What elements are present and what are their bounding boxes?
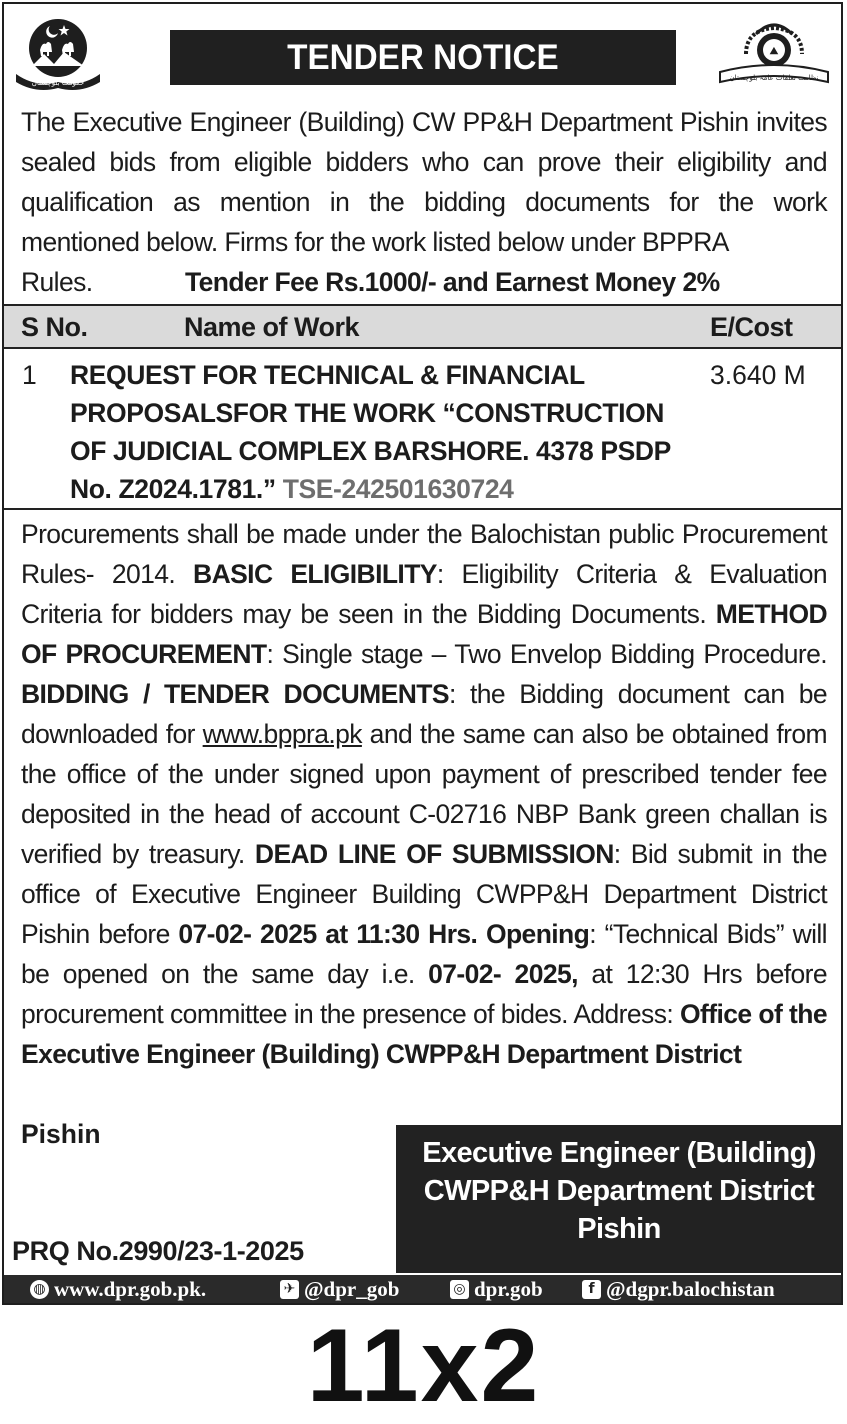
office-address: Office of the Executive Engineer (Building) CWPP&H Department District	[21, 999, 827, 1069]
documents-label: BIDDING / TENDER DOCUMENTS	[21, 679, 449, 709]
bppra-link[interactable]: www.bppra.pk	[202, 719, 362, 749]
signature-line-3: Pishin	[577, 1213, 661, 1245]
svg-text:حکومت بلوچستان: حکومت بلوچستان	[31, 79, 85, 87]
tender-fee-text: Tender Fee Rs.1000/- and Earnest Money 2%	[185, 267, 720, 297]
fee-line	[21, 262, 827, 302]
deadline-label: DEAD LINE OF SUBMISSION	[254, 839, 614, 869]
facebook-icon: f	[582, 1280, 601, 1299]
col-work-header: Name of Work	[184, 312, 360, 342]
footer-bar	[4, 1275, 841, 1303]
rules-word: Rules.	[21, 267, 93, 297]
signature-line-1: Executive Engineer (Building)	[422, 1137, 816, 1169]
row-estimated-cost: 3.640 M	[710, 360, 806, 390]
divider	[4, 508, 841, 510]
method-label: METHOD OF PROCUREMENT	[21, 599, 827, 669]
footer-twitter[interactable]: ✈ @dpr_gob	[280, 1275, 399, 1303]
svg-text:⛰: ⛰	[769, 46, 779, 57]
svg-text:نظامت تعلقات عامہ بلوچستان: نظامت تعلقات عامہ بلوچستان	[729, 74, 819, 82]
signature-line-2: CWPP&H Department District	[423, 1175, 815, 1207]
row-sno: 1	[22, 360, 37, 390]
footer-instagram[interactable]: ◎ dpr.gob	[450, 1275, 543, 1303]
opening-date: 07-02- 2025,	[428, 959, 578, 989]
deadline-date: 07-02- 2025 at 11:30 Hrs. Opening	[178, 919, 590, 949]
prq-number: PRQ No.2990/23-1-2025	[12, 1236, 304, 1266]
instagram-icon: ◎	[450, 1280, 469, 1299]
col-sno-header: S No.	[21, 312, 88, 342]
twitter-icon: ✈	[280, 1280, 299, 1299]
intro-paragraph: The Executive Engineer (Building) CW PP&H Department Pishin invites sealed bids from eligible bidders who can prove their eligibility and qualification as mention in the bidding documents for the work mentioned below. Firms for the work listed below under BPPRA	[21, 107, 827, 257]
tender-notice-title: TENDER NOTICE	[170, 30, 676, 85]
divider	[4, 347, 841, 349]
basic-eligibility-label: BASIC ELIGIBILITY	[193, 559, 437, 589]
footer-facebook[interactable]: f @dgpr.balochistan	[582, 1275, 775, 1303]
address-last-word: Pishin	[21, 1119, 101, 1149]
signature-block	[396, 1125, 842, 1273]
balochistan-government-emblem	[12, 14, 104, 96]
table-header	[4, 306, 841, 348]
row-work-name: REQUEST FOR TECHNICAL & FINANCIAL PROPOSALSFOR THE WORK “CONSTRUCTION OF JUDICIAL COMPLEX BARSHORE. 4378 PSDP No. Z2024.1781.” TSE-242501630724	[70, 360, 671, 504]
ad-size-label: 11x2	[306, 1308, 541, 1424]
globe-icon: ◍	[30, 1280, 49, 1299]
col-cost-header: E/Cost	[710, 312, 793, 342]
dgpr-balochistan-emblem	[716, 14, 832, 96]
footer-website[interactable]: ◍ www.dpr.gob.pk.	[30, 1275, 206, 1303]
procurement-details: Procurements shall be made under the Balochistan public Procurement Rules- 2014. BASIC ELIGIBILITY: Eligibility Criteria & Evaluation Criteria for bidders may be seen in the Bidding Documents. METHOD OF PROCUREMENT: Single stage – Two Envelop Bidding Procedure. BIDDING / TENDER DOCUMENTS: the Bidding document can be downloaded for www.bppra.pk and the same can also be obtained from the office of the under signed upon payment of prescribed tender fee deposited in the head of account C-02716 NBP Bank green challan is verified by treasury. DEAD LINE OF SUBMISSION: Bid submit in the office of Executive Engineer Building CWPP&H Department District Pishin before 07-02- 2025 at 11:30 Hrs. Opening: “Technical Bids” will be opened on the same day i.e. 07-02- 2025, at 12:30 Hrs before procurement committee in the presence of bides. Address: Office of the Executive Engineer (Building) CWPP&H Department District	[21, 519, 827, 1069]
tse-number: TSE-242501630724	[282, 474, 514, 504]
